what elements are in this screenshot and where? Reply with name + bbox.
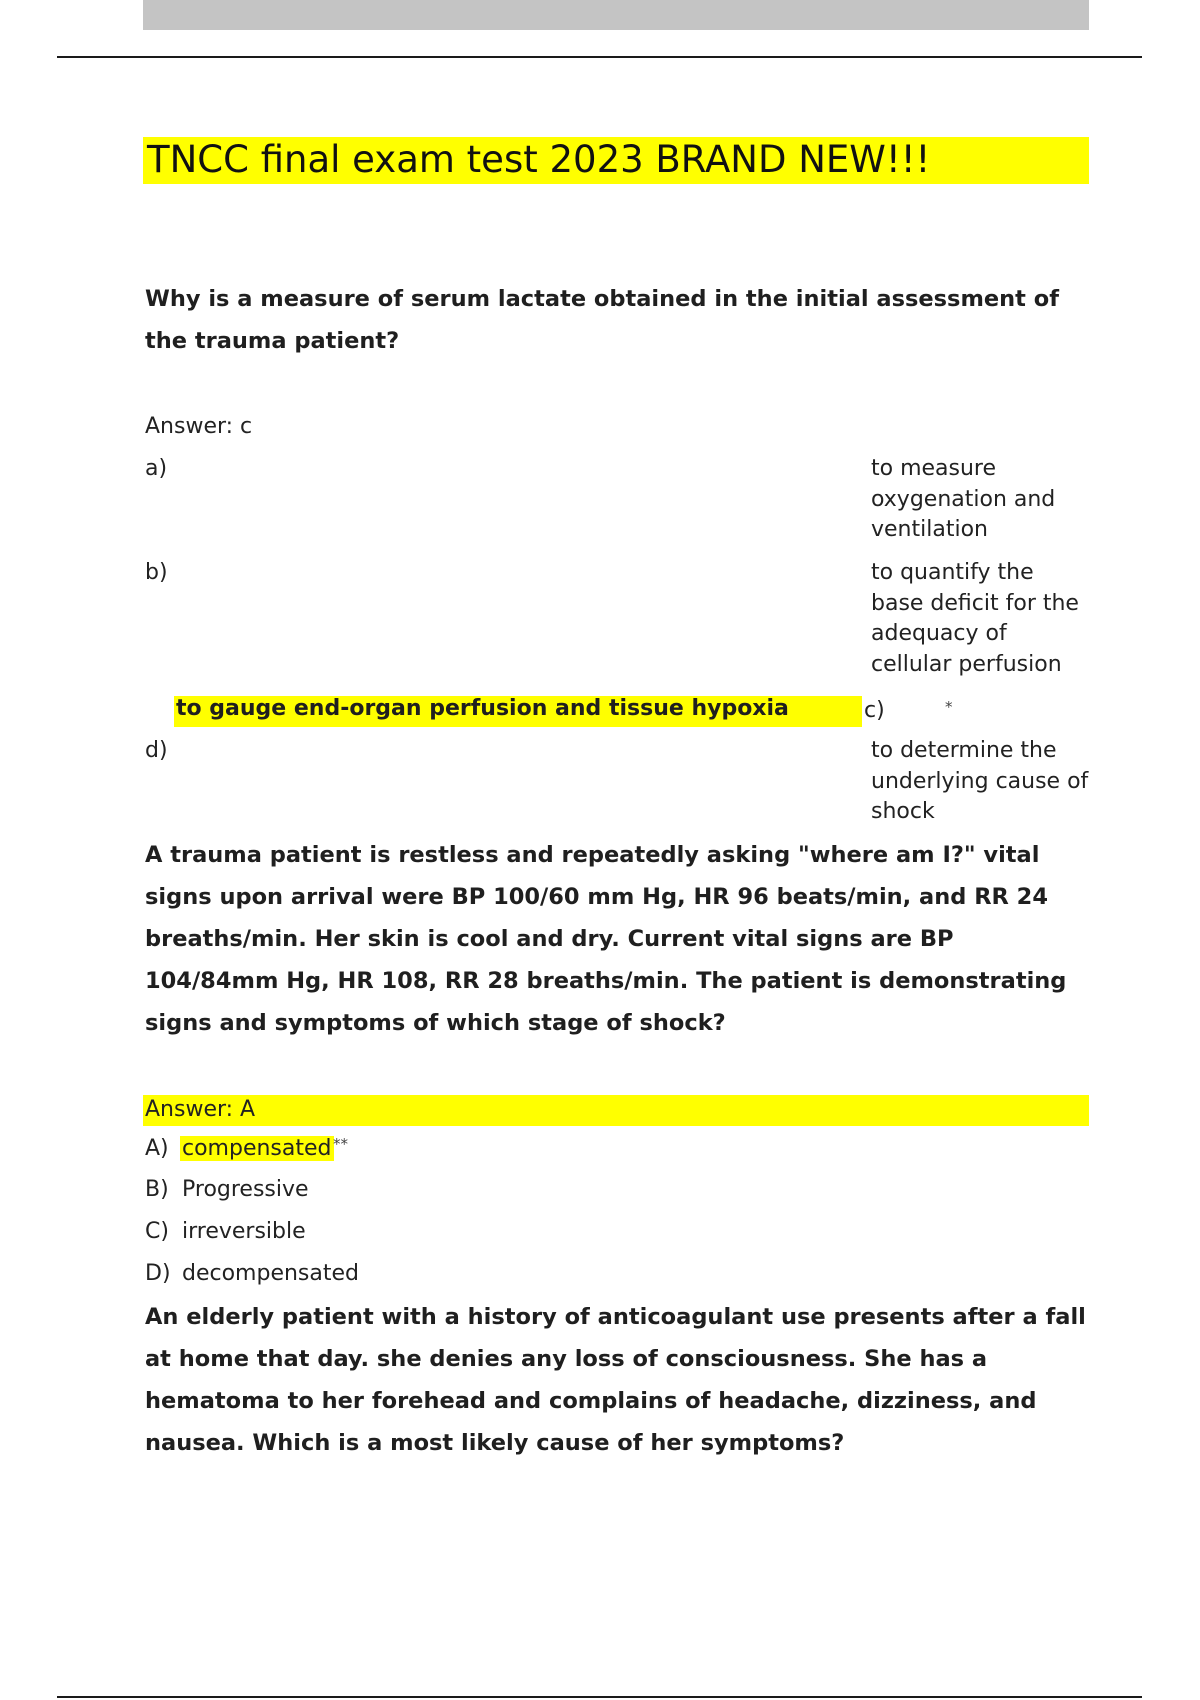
option-b-text: to quantify the base deficit for the adequacy of cellular perfusion [871,560,1079,677]
document-title: TNCC final exam test 2023 BRAND NEW!!! [147,138,931,181]
question-1-text: Why is a measure of serum lactate obtained in the initial assessment of the trauma patient? [145,286,1059,354]
header-gray-bar [143,0,1089,30]
option-B-text: Progressive [182,1177,309,1202]
option-D-text: decompensated [182,1261,359,1286]
footer-divider [57,1696,1142,1698]
option-C-letter: C) [145,1219,169,1244]
question-1-answer: Answer: c [145,414,253,439]
option-A-letter: A) [145,1136,169,1161]
option-b-letter: b) [145,560,168,585]
question-3-text: An elderly patient with a history of anticoagulant use presents after a fall at home that day. she denies any loss of consciousness. She has a hematoma to her forehead and complains of headache, dizziness, and nausea. Which is a most likely cause of her symptoms? [145,1304,1086,1456]
option-A-text [180,1134,334,1164]
header-divider [57,56,1142,58]
option-D-letter: D) [145,1261,171,1286]
option-c-correct-mark: * [945,698,953,716]
option-c-letter: c) [864,698,885,723]
option-A-highlighted-text: compensated [182,1136,332,1161]
option-d-letter: d) [145,738,168,763]
option-A-correct-mark: ** [333,1135,348,1153]
answer-2-highlight [143,1095,1089,1126]
option-a-text: to measure oxygenation and ventilation [871,456,1056,542]
option-C-text: irreversible [182,1219,306,1244]
question-2-text: A trauma patient is restless and repeatedly asking "where am I?" vital signs upon arrival were BP 100/60 mm Hg, HR 96 beats/min, and RR 24 breaths/min. Her skin is cool and dry. Current vital signs are BP 104/84mm Hg, HR 108, RR 28 breaths/min. The patient is demonstrating signs and symptoms of which stage of shock? [145,842,1067,1036]
option-d-text: to determine the underlying cause of shock [871,738,1089,824]
question-2-answer: Answer: A [145,1097,256,1122]
option-c-text: to gauge end-organ perfusion and tissue hypoxia [176,696,789,721]
option-B-letter: B) [145,1177,169,1202]
option-a-letter: a) [145,456,168,481]
